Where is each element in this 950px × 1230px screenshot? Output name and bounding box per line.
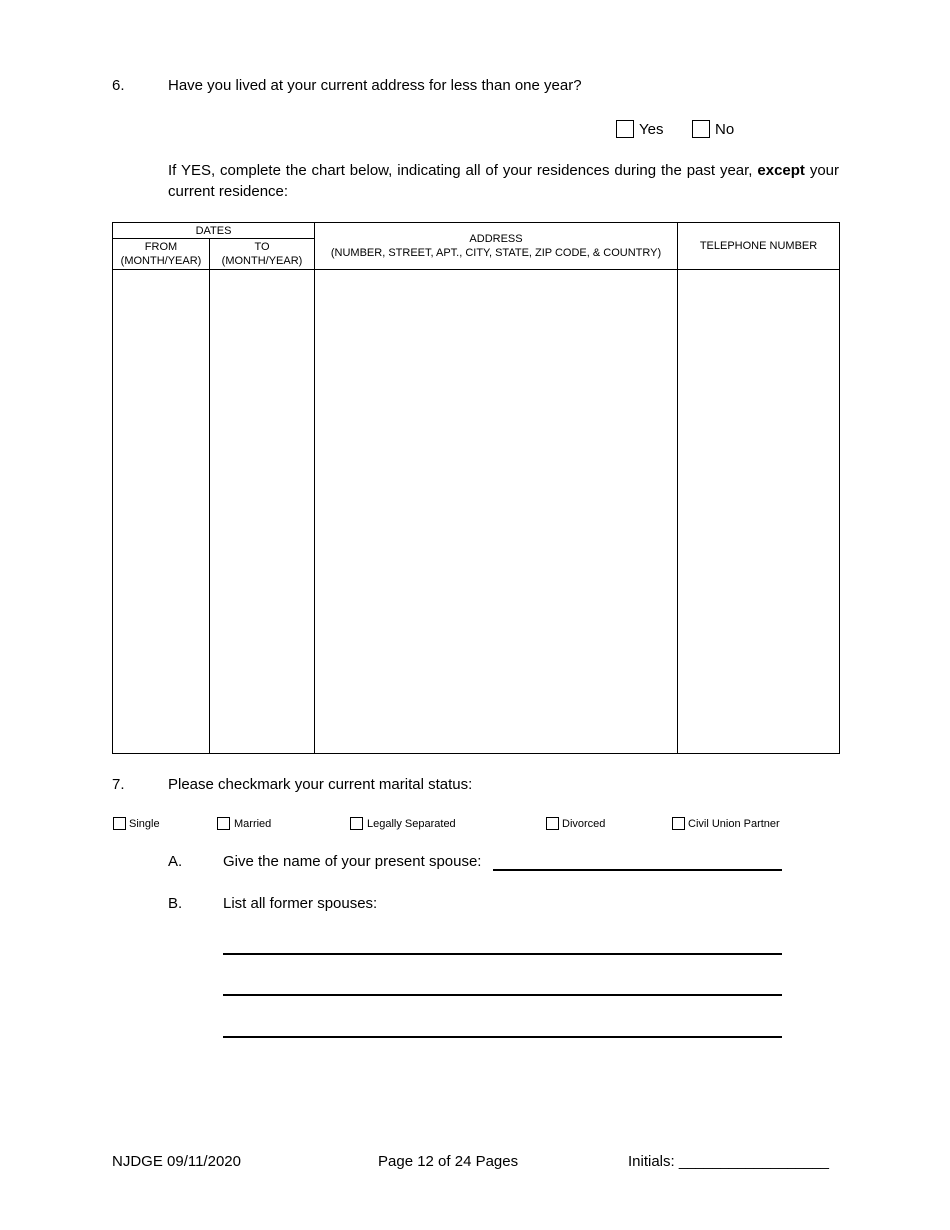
yes-checkbox[interactable]	[616, 120, 634, 138]
instruction-text-bold: except	[757, 162, 805, 179]
from-header	[113, 239, 210, 270]
q6-no-option[interactable]	[692, 119, 734, 139]
q6-yes-option[interactable]	[616, 119, 663, 139]
divorced-label: Divorced	[562, 817, 606, 830]
present-spouse-line[interactable]	[493, 869, 782, 871]
status-civil-union-partner[interactable]	[672, 817, 780, 830]
from-header-title: FROM	[144, 241, 178, 253]
q7a-letter: A.	[168, 853, 183, 870]
divorced-checkbox[interactable]	[546, 817, 559, 830]
q7-question: Please checkmark your current marital status:	[168, 776, 473, 793]
no-label: No	[715, 120, 735, 138]
single-checkbox[interactable]	[113, 817, 126, 830]
footer-form-code: NJDGE 09/11/2020	[112, 1153, 241, 1170]
status-married[interactable]	[217, 817, 271, 830]
status-divorced[interactable]	[546, 817, 605, 830]
address-header-subtitle: (NUMBER, STREET, APT., CITY, STATE, ZIP CODE, & COUNTRY)	[330, 247, 662, 259]
instruction-text-pre: If YES, complete the chart below, indicating all of your residences during the past year,	[168, 162, 753, 179]
from-entry-cell[interactable]	[113, 270, 210, 754]
q7-number: 7.	[112, 776, 125, 793]
q6-number: 6.	[112, 77, 125, 94]
to-header-subtitle: (MONTH/YEAR)	[221, 255, 303, 267]
telephone-entry-cell[interactable]	[678, 270, 840, 754]
dates-header: DATES	[113, 223, 315, 239]
to-header	[210, 239, 315, 270]
address-entry-cell[interactable]	[315, 270, 678, 754]
q6-question: Have you lived at your current address for less than one year?	[168, 77, 582, 94]
to-header-title: TO	[254, 241, 270, 253]
footer-initials[interactable]: Initials: __________________	[628, 1153, 830, 1170]
former-spouse-line-2[interactable]	[223, 994, 782, 996]
civil-union-label: Civil Union Partner	[688, 817, 780, 830]
q7b-letter: B.	[168, 895, 183, 912]
residence-table	[112, 222, 840, 754]
footer-page-number: Page 12 of 24 Pages	[378, 1153, 519, 1170]
status-single[interactable]	[113, 817, 160, 830]
q7b-text: List all former spouses:	[223, 895, 378, 912]
no-checkbox[interactable]	[692, 120, 710, 138]
address-header	[315, 223, 678, 270]
civil-union-checkbox[interactable]	[672, 817, 685, 830]
married-label: Married	[234, 817, 272, 830]
legally-separated-label: Legally Separated	[367, 817, 456, 830]
telephone-header: TELEPHONE NUMBER	[678, 223, 840, 270]
address-header-title: ADDRESS	[469, 233, 523, 245]
from-header-subtitle: (MONTH/YEAR)	[120, 255, 202, 267]
married-checkbox[interactable]	[217, 817, 230, 830]
single-label: Single	[129, 817, 160, 830]
former-spouse-line-3[interactable]	[223, 1036, 782, 1038]
status-legally-separated[interactable]	[350, 817, 456, 830]
former-spouse-line-1[interactable]	[223, 953, 782, 955]
instruction-text-post: your current residence:	[168, 162, 840, 200]
q6-instruction	[168, 160, 839, 202]
q7a-text: Give the name of your present spouse:	[223, 853, 482, 870]
yes-label: Yes	[639, 120, 664, 138]
legally-separated-checkbox[interactable]	[350, 817, 363, 830]
to-entry-cell[interactable]	[210, 270, 315, 754]
